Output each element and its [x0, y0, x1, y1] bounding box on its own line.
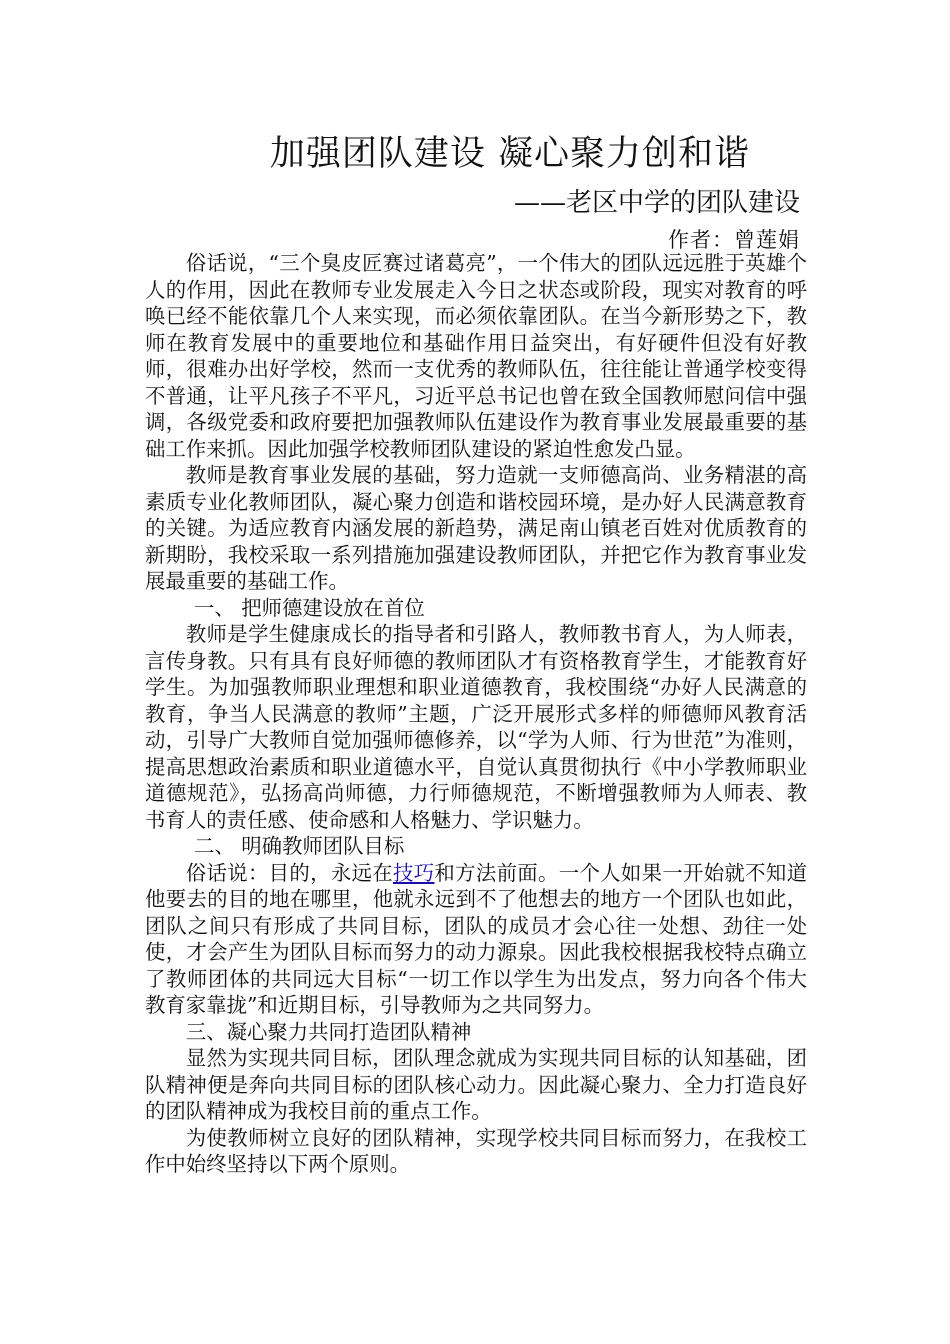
- document-subtitle: ——老区中学的团队建设: [513, 188, 800, 218]
- author-line: 作者：曾莲娟: [668, 228, 800, 252]
- paragraph-goals: [145, 860, 807, 1019]
- paragraph-team-spirit: 显然为实现共同目标，团队理念就成为实现共同目标的认知基础，团队精神便是奔向共同目标的团队核心动力。因此凝心聚力、全力打造良好的团队精神成为我校目前的重点工作。: [145, 1046, 807, 1123]
- document-body: [145, 250, 807, 1178]
- document-title: 加强团队建设 凝心聚力创和谐: [269, 134, 751, 174]
- paragraph-ethics: 教师是学生健康成长的指导者和引路人，教师教书育人，为人师表，言传身教。只有具有良好师德的教师团队才有资格教育学生，才能教育好学生。为加强教师职业理想和职业道德教育，我校围绕“办好人民满意的教育，争当人民满意的教师”主题，广泛开展形式多样的师德师风教育活动，引导广大教师自觉加强师德修养，以“学为人师、行为世范”为准则，提高思想政治素质和职业道德水平，自觉认真贯彻执行《中小学教师职业道德规范》，弘扬高尚师德，力行师德规范，不断增强教师为人师表、教书育人的责任感、使命感和人格魅力、学识魅力。: [145, 622, 807, 832]
- skill-link[interactable]: 技巧: [392, 860, 435, 885]
- section-heading-3: 三、凝心聚力共同打造团队精神: [185, 1019, 472, 1044]
- section-heading-1: 一、 把师德建设放在首位: [193, 595, 425, 620]
- section-heading-2: 二、 明确教师团队目标: [193, 834, 405, 858]
- paragraph-goals-start: 俗话说：目的，永远在: [185, 860, 393, 885]
- paragraph-goals-rest: 和方法前面。一个人如果一开始就不知道他要去的目的地在哪里，他就永远到不了他想去的地方一个团队也如此，团队之间只有形成了共同目标，团队的成员才会心往一处想、劲往一处使，才会产生为团队目标而努力的动力源泉。因此我校根据我校特点确立了教师团体的共同远大目标“一切工作以学生为出发点，努力向各个伟大教育家靠拢”和近期目标，引导教师为之共同努力。: [145, 860, 808, 1017]
- paragraph-team-basis: 教师是教育事业发展的基础，努力造就一支师德高尚、业务精湛的高素质专业化教师团队，凝心聚力创造和谐校园环境，是办好人民满意教育的关键。为适应教育内涵发展的新趋势，满足南山镇老百姓对优质教育的新期盼，我校采取一系列措施加强建设教师团队，并把它作为教育事业发展最重要的基础工作。: [145, 463, 807, 593]
- paragraph-intro: 俗话说，“三个臭皮匠赛过诸葛亮”，一个伟大的团队远远胜于英雄个人的作用，因此在教师专业发展走入今日之状态或阶段，现实对教育的呼唤已经不能依靠几个人来实现，而必须依靠团队。在当今新形势之下，教师在教育发展中的重要地位和基础作用日益突出，有好硬件但没有好教师，很难办出好学校，然而一支优秀的教师队伍，往往能让普通学校变得不普通，让平凡孩子不平凡，习近平总书记也曾在致全国教师慰问信中强调，各级党委和政府要把加强教师队伍建设作为教育事业发展最重要的基础工作来抓。因此加强学校教师团队建设的紧迫性愈发凸显。: [145, 251, 807, 461]
- paragraph-principles: 为使教师树立良好的团队精神，实现学校共同目标而努力，在我校工作中始终坚持以下两个原则。: [145, 1125, 807, 1176]
